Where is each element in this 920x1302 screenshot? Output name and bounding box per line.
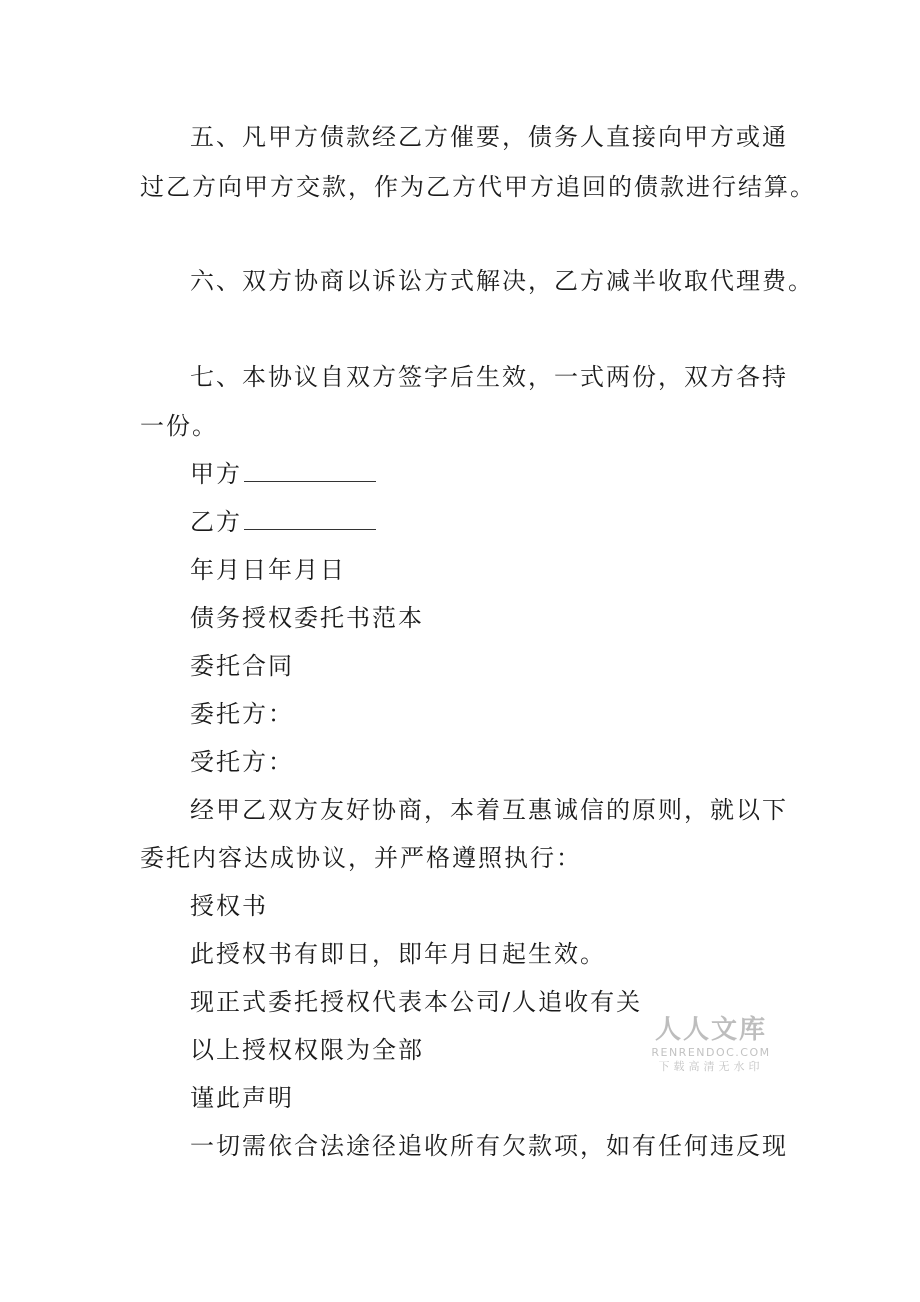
clause-five-line-2: 过乙方向甲方交款，作为乙方代甲方追回的债款进行结算。 bbox=[140, 173, 816, 201]
effective-date-line: 此授权书有即日，即年月日起生效。 bbox=[190, 940, 606, 968]
collection-terms-line: 一切需依合法途径追收所有欠款项，如有任何违反现 bbox=[190, 1132, 788, 1160]
clause-six: 六、双方协商以诉讼方式解决，乙方减半收取代理费。 bbox=[190, 267, 814, 295]
principal-label: 委托方： bbox=[190, 700, 294, 728]
authority-limit-line: 以上授权权限为全部 bbox=[190, 1036, 424, 1064]
authorization-scope-line: 现正式委托授权代表本公司/人追收有关 bbox=[190, 988, 643, 1016]
agreement-intro-line-1: 经甲乙双方友好协商，本着互惠诚信的原则，就以下 bbox=[190, 796, 788, 824]
party-a-signature-line bbox=[244, 459, 376, 482]
watermark-tagline: 下载高清无水印 bbox=[658, 1060, 764, 1073]
watermark-logo-text: 人人文库 bbox=[654, 1015, 767, 1045]
party-a-label: 甲方 bbox=[190, 460, 242, 488]
authorization-title: 授权书 bbox=[190, 892, 268, 920]
party-b-label: 乙方 bbox=[190, 508, 242, 536]
section-title: 债务授权委托书范本 bbox=[190, 604, 424, 632]
contract-title: 委托合同 bbox=[190, 652, 294, 680]
party-b-signature bbox=[0, 507, 920, 537]
declaration-line: 谨此声明 bbox=[190, 1084, 294, 1112]
clause-seven-line-2: 一份。 bbox=[140, 412, 218, 440]
watermark-site: RENRENDOC.COM bbox=[651, 1046, 771, 1059]
party-b-signature-line bbox=[244, 507, 376, 530]
agreement-intro-line-2: 委托内容达成协议，并严格遵照执行： bbox=[140, 844, 582, 872]
clause-five-line-1: 五、凡甲方债款经乙方催要，债务人直接向甲方或通 bbox=[190, 123, 788, 151]
party-a-signature bbox=[0, 459, 920, 489]
agent-label: 受托方： bbox=[190, 748, 294, 776]
watermark bbox=[646, 1014, 776, 1080]
date-line: 年月日年月日 bbox=[190, 556, 346, 584]
clause-seven-line-1: 七、本协议自双方签字后生效，一式两份，双方各持 bbox=[190, 363, 788, 391]
